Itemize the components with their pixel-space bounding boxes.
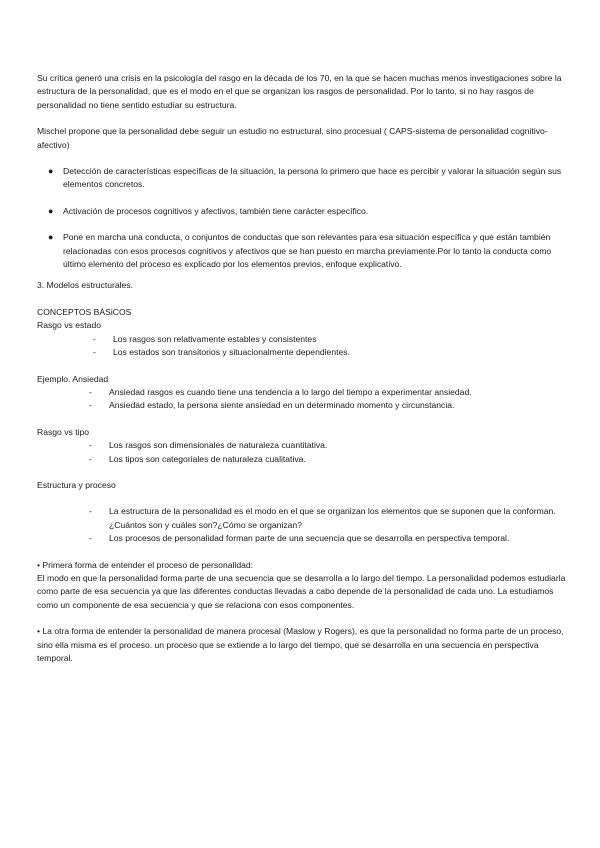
list-item: - La estructura de la personalidad es el modo en el que se organizan los elementos que se suponen que la conforman. ¿Cuántos son y cuáles son?¿Cómo se organizan? xyxy=(89,506,556,530)
bullet-item xyxy=(48,205,567,218)
section-title: 3. Modelos estructurales. xyxy=(37,280,134,291)
rasgo-estado-list xyxy=(93,333,567,360)
intro-paragraph-2: Mischel propone que la personalidad debe seguir un estudio no estructural, sino procesual ( CAPS-sistema de personalidad cognitivo-afectivo) xyxy=(37,126,548,150)
bullet-dot: ● xyxy=(48,166,54,177)
ansiedad-list xyxy=(89,386,567,413)
ansiedad-heading: Ejemplo. Ansiedad xyxy=(37,373,109,384)
list-item: - Los estados son transitorios y situacionalmente dependientes. xyxy=(93,347,350,358)
bullet-text: Activación de procesos cognitivos y afectivos, también tiene carácter específico. xyxy=(63,205,369,216)
list-item: - Los procesos de personalidad forman parte de una secuencia que se desarrolla en perspectiva temporal. xyxy=(89,533,510,544)
list-item: - Los rasgos son dimensionales de naturaleza cuantitativa. xyxy=(89,440,328,451)
conceptos-heading: CONCEPTOS BÁSiCOS xyxy=(37,306,132,317)
rasgo-tipo-heading: Rasgo vs tipo xyxy=(37,426,90,437)
bullet-item xyxy=(48,165,567,192)
bullet-dot: ● xyxy=(48,232,54,243)
estructura-heading: Estructura y proceso xyxy=(37,479,116,490)
intro-paragraph-1: Su crítica generó una crisis en la psicología del rasgo en la década de los 70, en la que se hacen muchas menos investigaciones sobre la estructura de la personalidad, que es el modo en el que se organizan los rasgos de personalidad. Por lo tanto, si no hay rasgos de personalidad no tiene sentido estudiar su estructura. xyxy=(37,73,562,110)
estructura-list xyxy=(89,505,559,545)
list-item: - Ansiedad estado, la persona siente ansiedad en un determinado momento y circunstancia. xyxy=(89,400,455,411)
closing-paragraph-2: • La otra forma de entender la personalidad de manera procesal (Maslow y Rogers), es que la personalidad no forma parte de un proceso, sino ella misma es el proceso. un proceso que se extiende a lo largo del tiempo, que se desarrolla en una secuencia en perspectiva temporal. xyxy=(37,626,564,663)
closing-paragraph-1: El modo en que la personalidad forma parte de una secuencia que se desarrolla a lo largo del tiempo. La personalidad podemos estudiarla como parte de esa secuencia ya que las diferentes conductas llevadas a cabo depende de la personalidad de cada uno. La estudiamos como un componente de esa secuencia y que se relaciona con esos componentes. xyxy=(37,572,566,610)
bullet-text: Detección de características específicas de la situación, la persona lo primero que hace es percibir y valorar la situación según sus elementos concretos. xyxy=(63,166,562,190)
bullet-dot: ● xyxy=(48,205,54,216)
bullet-text: Pone en marcha una conducta, o conjuntos de conductas que son relevantes para esa situación específica y que están también relacionadas con esos procesos cognitivos y afectivos que se han puesto en marcha previamente.Por lo tanto la conducta como último elemento del proceso es explicado por los elementos previos, enfoque explicativo. xyxy=(63,232,552,270)
rasgo-estado-heading: Rasgo vs estado xyxy=(37,320,102,331)
list-item: - Los tipos son categoriales de naturaleza cualitativa. xyxy=(89,453,306,464)
rasgo-tipo-list xyxy=(89,439,567,466)
list-item: - Los rasgos son relativamente estables y consistentes xyxy=(93,333,317,344)
list-item: - Ansiedad rasgos es cuando tiene una tendencia a lo largo del tiempo a experimentar ansiedad. xyxy=(89,386,472,397)
document-page xyxy=(37,72,567,665)
closing-line-1: • Primera forma de entender el proceso de personalidad: xyxy=(37,559,254,570)
bullet-item xyxy=(48,231,567,271)
